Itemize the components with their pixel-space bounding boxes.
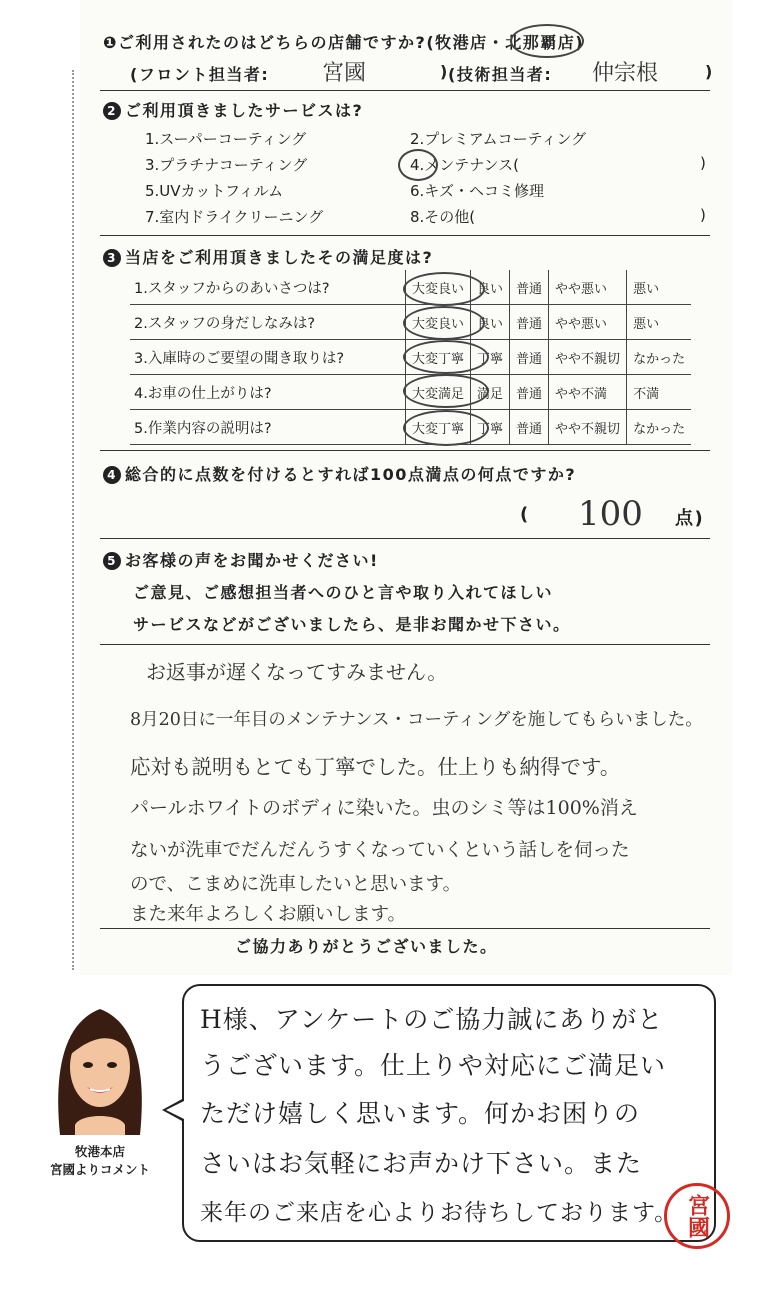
service-item: 2.プレミアムコーティング	[410, 130, 587, 148]
row-label: 5.作業内容の説明は?	[130, 410, 406, 445]
q1-question: ❶ご利用されたのはどちらの店舗ですか?(牧港店・北那覇店)	[103, 33, 585, 52]
service-item: 3.プラチナコーティング	[145, 156, 308, 174]
reply-line: ただけ嬉しく思います。何かお困りの	[200, 1099, 641, 1128]
option-cell: やや不満	[549, 375, 627, 410]
option-cell: 普通	[510, 340, 549, 375]
store-a: 牧港店	[435, 33, 488, 52]
option-cell: 丁寧	[471, 410, 510, 445]
reply-line: 来年のご来店を心よりお待ちしております。	[200, 1200, 679, 1226]
divider	[100, 928, 710, 929]
circle-mark	[403, 374, 489, 408]
option-cell: 大変良い	[406, 305, 471, 340]
option-cell: なかった	[627, 410, 692, 445]
service-item: 1.スーパーコーティング	[145, 130, 307, 148]
option-cell: なかった	[627, 340, 692, 375]
avatar	[50, 995, 150, 1135]
circle-mark	[510, 24, 584, 58]
front-label: (フロント担当者:	[130, 65, 270, 84]
circle-mark	[403, 340, 489, 374]
divider	[100, 450, 710, 451]
option-cell: 大変丁寧	[406, 410, 471, 445]
divider	[100, 538, 710, 539]
bubble-tail-inner	[166, 1101, 184, 1119]
score-value: 100	[578, 494, 643, 534]
option-cell: やや不親切	[549, 340, 627, 375]
answer-line: 応対も説明もとても丁寧でした。仕上りも納得です。	[130, 755, 621, 779]
tech-value: 仲宗根	[592, 61, 659, 86]
tech-close: )	[705, 62, 714, 81]
circle-mark	[398, 149, 438, 181]
row-label: 1.スタッフからのあいさつは?	[130, 270, 406, 305]
divider	[100, 235, 710, 236]
q5-sub1: ご意見、ご感想担当者へのひと言や取り入れてほしい	[133, 583, 554, 602]
circle-mark	[403, 272, 485, 306]
row-label: 4.お車の仕上がりは?	[130, 375, 406, 410]
option-cell: 大変丁寧	[406, 340, 471, 375]
option-cell: 満足	[471, 375, 510, 410]
row-label: 2.スタッフの身だしなみは?	[130, 305, 406, 340]
reply-line: うございます。仕上りや対応にご満足い	[200, 1051, 667, 1080]
answer-line: 8月20日に一年目のメンテナンス・コーティングを施してもらいました。	[130, 710, 703, 730]
q5-sub2: サービスなどがございましたら、是非お聞かせ下さい。	[133, 615, 571, 634]
option-cell: 良い	[471, 305, 510, 340]
hanko-stamp: 宮國	[664, 1183, 730, 1249]
answer-line: また来年よろしくお願いします。	[130, 904, 407, 925]
perforation-line	[72, 70, 74, 970]
option-cell: 悪い	[627, 270, 692, 305]
service-item: 8.その他(	[410, 208, 476, 226]
q3-question: 3 当店をご利用頂きましたその満足度は?	[103, 245, 433, 268]
option-cell: 大変満足	[406, 375, 471, 410]
service-close-paren: )	[700, 206, 706, 224]
answer-line: お返事が遅くなってすみません。	[146, 660, 448, 684]
service-item: 6.キズ・ヘコミ修理	[410, 182, 545, 200]
option-cell: やや不親切	[549, 410, 627, 445]
store-b: 北那覇店	[505, 33, 576, 52]
front-close: )	[440, 62, 449, 81]
option-cell: 普通	[510, 270, 549, 305]
staff-caption: 宮國よりコメント	[49, 1162, 150, 1177]
option-cell: 不満	[627, 375, 692, 410]
service-item: 7.室内ドライクリーニング	[145, 208, 324, 226]
option-cell: 丁寧	[471, 340, 510, 375]
service-item: 5.UVカットフィルム	[145, 182, 284, 200]
option-cell: やや悪い	[549, 305, 627, 340]
staff-store: 牧港本店	[74, 1144, 125, 1159]
option-cell: 普通	[510, 375, 549, 410]
reply-line: H様、アンケートのご協力誠にありがと	[200, 1005, 664, 1034]
option-cell: 普通	[510, 305, 549, 340]
service-item: 4.メンテナンス(	[410, 156, 519, 174]
answer-line: ないが洗車でだんだんうすくなっていくという話しを伺った	[130, 840, 630, 861]
q4-unit: 点)	[675, 508, 705, 529]
reply-line: さいはお気軽にお声かけ下さい。また	[200, 1149, 643, 1178]
option-cell: 普通	[510, 410, 549, 445]
thanks-text: ご協力ありがとうございました。	[235, 937, 498, 956]
q4-question: 4 総合的に点数を付けるとすれば100点満点の何点ですか?	[103, 462, 576, 485]
q5-question: 5 お客様の声をお聞かせください!	[103, 548, 379, 571]
answer-line: パールホワイトのボディに染いた。虫のシミ等は100%消え	[130, 797, 638, 819]
divider	[100, 644, 710, 645]
q2-question: 2 ご利用頂きましたサービスは?	[103, 98, 363, 121]
option-cell: やや悪い	[549, 270, 627, 305]
q4-open: (	[520, 504, 530, 525]
option-cell: 良い	[471, 270, 510, 305]
answer-line: ので、こまめに洗車したいと思います。	[130, 874, 462, 895]
option-cell: 大変良い	[406, 270, 471, 305]
row-label: 3.入庫時のご要望の聞き取りは?	[130, 340, 406, 375]
front-value: 宮國	[322, 61, 367, 86]
option-cell: 悪い	[627, 305, 692, 340]
circle-mark	[403, 410, 489, 446]
divider	[100, 90, 710, 91]
tech-label: (技術担当者:	[448, 65, 553, 84]
circle-mark	[403, 306, 485, 340]
service-close-paren: )	[700, 154, 706, 172]
